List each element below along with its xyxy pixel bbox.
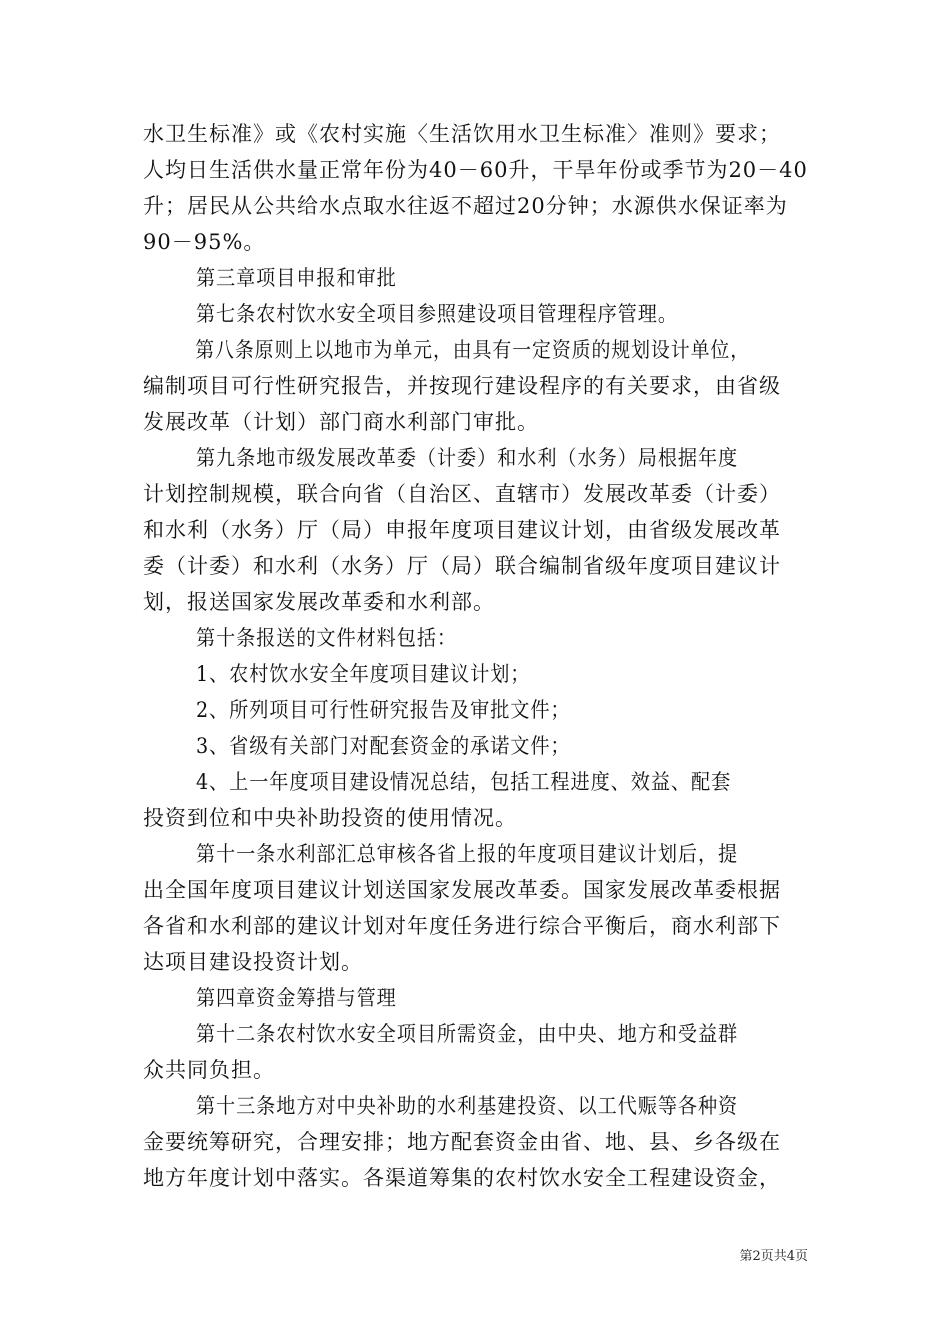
text-line: 各省和水利部的建议计划对年度任务进行综合平衡后，商水利部下 [143, 914, 781, 938]
text-line: 水卫生标准》或《农村实施〈生活饮用水卫生标准〉准则》要求； [143, 122, 781, 146]
text-line: 2、所列项目可行性研究报告及审批文件； [195, 698, 571, 722]
text-line: 达项目建设投资计划。 [143, 950, 363, 974]
text-line: 第八条原则上以地市为单元，由具有一定资质的规划设计单位， [195, 338, 751, 362]
document-body [143, 116, 808, 1196]
text-line: 人均日生活供水量正常年份为40－60升，干旱年份或季节为20－40 [143, 158, 808, 182]
text-line: 投资到位和中央补助投资的使用情况。 [143, 806, 517, 830]
text-line: 地方年度计划中落实。各渠道筹集的农村饮水安全工程建设资金， [143, 1166, 781, 1190]
text-line: 1、农村饮水安全年度项目建议计划； [195, 662, 531, 686]
text-line: 第十三条地方对中央补助的水利基建投资、以工代赈等各种资 [195, 1094, 739, 1118]
text-line: 众共同负担。 [143, 1058, 275, 1082]
text-line: 4、上一年度项目建设情况总结，包括工程进度、效益、配套 [195, 770, 732, 794]
text-line: 和水利（水务）厅（局）申报年度项目建议计划，由省级发展改革 [143, 518, 781, 542]
text-line: 发展改革（计划）部门商水利部门审批。 [143, 410, 539, 434]
text-line: 委（计委）和水利（水务）厅（局）联合编制省级年度项目建议计 [143, 554, 781, 578]
text-line: 升；居民从公共给水点取水往返不超过20分钟；水源供水保证率为 [143, 194, 788, 218]
text-line: 第十一条水利部汇总审核各省上报的年度项目建议计划后，提 [195, 842, 739, 866]
text-line: 第七条农村饮水安全项目参照建设项目管理程序管理。 [195, 302, 678, 326]
text-line: 金要统筹研究，合理安排；地方配套资金由省、地、县、乡各级在 [143, 1130, 781, 1154]
text-line: 划，报送国家发展改革委和水利部。 [143, 590, 495, 614]
text-line: 编制项目可行性研究报告，并按现行建设程序的有关要求，由省级 [143, 374, 781, 398]
text-line: 第四章资金筹措与管理 [195, 986, 397, 1010]
text-line: 90－95%。 [143, 230, 266, 254]
text-line: 第十条报送的文件材料包括： [195, 626, 458, 650]
text-line: 第十二条农村饮水安全项目所需资金，由中央、地方和受益群 [195, 1022, 739, 1046]
page-number: 第2页共4页 [739, 1249, 808, 1264]
text-line: 计划控制规模，联合向省（自治区、直辖市）发展改革委（计委） [143, 482, 781, 506]
text-line: 出全国年度项目建议计划送国家发展改革委。国家发展改革委根据 [143, 878, 781, 902]
text-line: 第三章项目申报和审批 [195, 266, 397, 290]
text-line: 第九条地市级发展改革委（计委）和水利（水务）局根据年度 [195, 446, 739, 470]
text-line: 3、省级有关部门对配套资金的承诺文件； [195, 734, 571, 758]
